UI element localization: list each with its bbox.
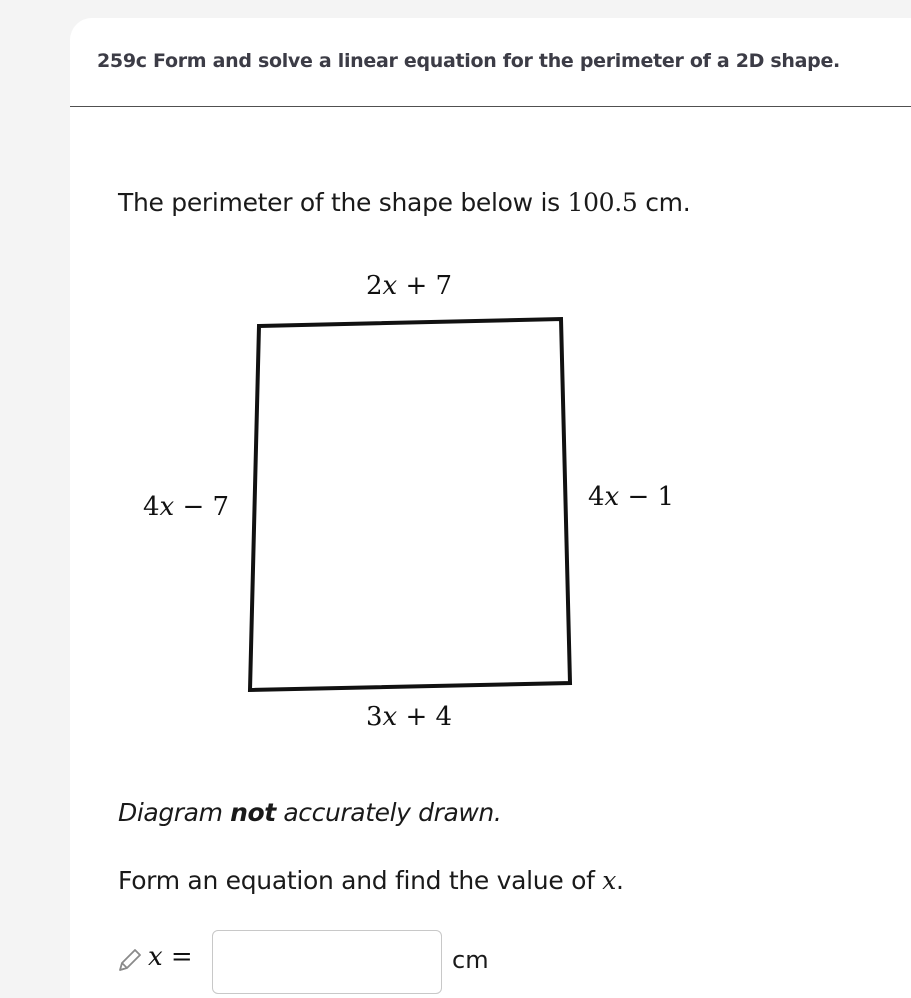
intro-prefix: The perimeter of the shape below is xyxy=(118,188,568,217)
label-top-side: 2x + 7 xyxy=(366,271,453,301)
pencil-icon xyxy=(116,946,144,974)
question-title: 259c Form and solve a linear equation for the perimeter of a 2D shape. xyxy=(97,50,840,72)
perimeter-value: 100.5 xyxy=(567,188,638,217)
note-emphasis: not xyxy=(230,798,276,827)
answer-unit: cm xyxy=(452,946,489,974)
label-left-side: 4x − 7 xyxy=(143,492,230,522)
answer-row xyxy=(116,930,616,998)
task-instruction: Form an equation and find the value of x. xyxy=(118,866,624,895)
label-bottom-side: 3x + 4 xyxy=(366,702,453,732)
intro-suffix: cm. xyxy=(637,188,691,217)
task-variable: x xyxy=(602,866,617,895)
diagram-note: Diagram not accurately drawn. xyxy=(118,798,502,827)
quadrilateral-shape xyxy=(250,319,570,690)
answer-input[interactable] xyxy=(212,930,442,994)
label-right-side: 4x − 1 xyxy=(588,482,675,512)
answer-variable: x = xyxy=(148,942,193,972)
